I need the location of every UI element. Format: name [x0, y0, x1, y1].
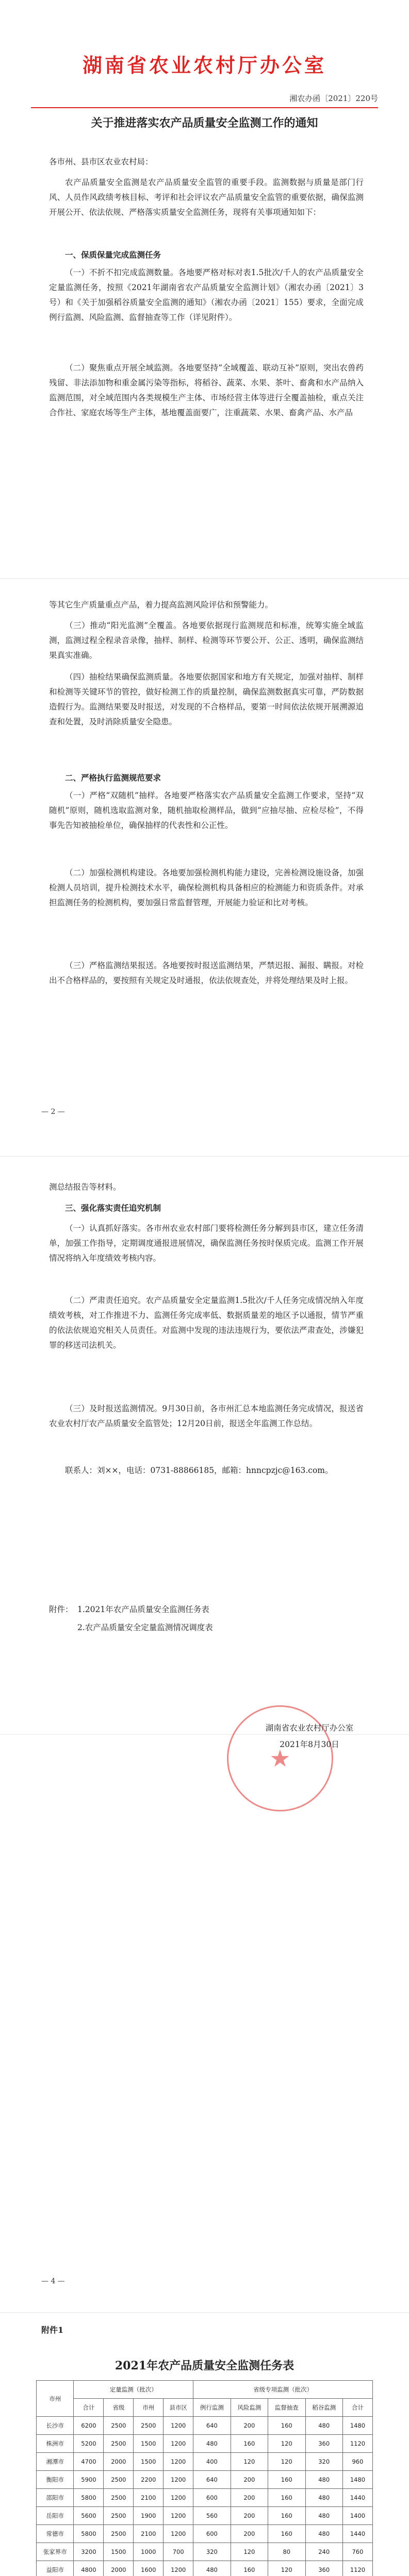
- value-cell: 1200: [163, 2525, 193, 2543]
- table-row: [37, 2543, 373, 2561]
- value-cell: 480: [305, 2471, 342, 2489]
- value-cell: 120: [231, 2453, 268, 2471]
- red-rule: [31, 107, 378, 108]
- paragraph: （一）不折不扣完成监测数量。各地要严格对标对表1.5批次/千人的农产品质量安全定量监测任务，按照《2021年湖南省农产品质量安全监测计划》（湘农办函〔2021〕3号）和《关于加强稻谷质量安全监测的通知》（湘农办函〔2021〕155）要求，全面完成例行监测、风险监测、监督抽查等工作（详见附件）。: [49, 268, 364, 322]
- value-cell: 2100: [134, 2525, 163, 2543]
- value-cell: 160: [268, 2417, 305, 2435]
- value-cell: 760: [342, 2543, 372, 2561]
- value-cell: 5800: [74, 2489, 104, 2507]
- table-row: [37, 2489, 373, 2507]
- table-row: [37, 2561, 373, 2576]
- value-cell: 4800: [74, 2561, 104, 2576]
- value-cell: 200: [231, 2525, 268, 2543]
- value-cell: 1600: [134, 2561, 163, 2576]
- value-cell: 480: [193, 2435, 231, 2453]
- value-cell: 640: [193, 2471, 231, 2489]
- value-cell: 1200: [163, 2471, 193, 2489]
- value-cell: 560: [193, 2507, 231, 2525]
- value-cell: 1200: [163, 2435, 193, 2453]
- value-cell: 1480: [342, 2471, 372, 2489]
- region-cell: 株洲市: [37, 2435, 74, 2453]
- table-row: [37, 2435, 373, 2453]
- value-cell: 960: [342, 2453, 372, 2471]
- value-cell: 480: [305, 2507, 342, 2525]
- value-cell: 400: [193, 2453, 231, 2471]
- value-cell: 1500: [134, 2453, 163, 2471]
- value-cell: 3200: [74, 2543, 104, 2561]
- value-cell: 1480: [342, 2417, 372, 2435]
- col-subheader: 风险监测: [231, 2399, 268, 2417]
- col-subheader: 合计: [342, 2399, 372, 2417]
- value-cell: 1120: [342, 2435, 372, 2453]
- region-cell: 长沙市: [37, 2417, 74, 2435]
- col-subheader: 合计: [74, 2399, 104, 2417]
- region-cell: 岳阳市: [37, 2507, 74, 2525]
- value-cell: 160: [268, 2525, 305, 2543]
- page-number: — 4 —: [41, 2277, 65, 2285]
- paragraph: （三）严格监测结果报送。各地要按时报送监测结果，严禁迟报、漏报、瞒报。对检出不合格样品的，要按照有关规定及时通报，依法依规查处，并将处理结果及时上报。: [49, 961, 364, 985]
- value-cell: 2100: [134, 2489, 163, 2507]
- value-cell: 1200: [163, 2453, 193, 2471]
- value-cell: 2500: [104, 2417, 134, 2435]
- value-cell: 2500: [104, 2489, 134, 2507]
- table-row: [37, 2417, 373, 2435]
- value-cell: 360: [305, 2435, 342, 2453]
- value-cell: 2200: [134, 2471, 163, 2489]
- paragraph: （三）及时报送监测情况。9月30日前，各市州汇总本地监测任务完成情况，报送省农业农村厅农产品质量安全监管处；12月20日前，报送全年监测工作总结。: [49, 1404, 364, 1428]
- masthead: 湖南省农业农村厅办公室: [82, 54, 326, 77]
- paragraph: （四）抽检结果确保监测质量。各地要依据国家和地方有关规定，加强对抽样、制样和检测等关键环节的管控，做好检测工作的质量控制，确保监测数据真实可靠，严防数据造假行为。监测结果要及时报送，对发现的不合格样品，要第一时间依法依规开展溯源追查和处置，及时消除质量安全隐患。: [49, 672, 364, 726]
- col-header-region: 市州: [37, 2381, 74, 2417]
- contact-line: 联系人：刘××，电话：0731-88866185，邮箱：hnncpzjc@163.com。: [65, 1466, 333, 1475]
- value-cell: 2500: [134, 2417, 163, 2435]
- page-separator: [0, 2312, 409, 2313]
- page-number: — 2 —: [41, 1108, 65, 1116]
- attachment-header: 附件1: [41, 2325, 64, 2335]
- col-subheader: 省级: [104, 2399, 134, 2417]
- doc-title: 关于推进落实农产品质量安全监测工作的通知: [91, 116, 318, 130]
- value-cell: 1200: [163, 2561, 193, 2576]
- value-cell: 320: [193, 2543, 231, 2561]
- col-header-quant: 定量监测（批次）: [74, 2381, 193, 2399]
- region-cell: 邵阳市: [37, 2489, 74, 2507]
- value-cell: 1120: [342, 2561, 372, 2576]
- value-cell: 80: [268, 2543, 305, 2561]
- region-cell: 张家界市: [37, 2543, 74, 2561]
- value-cell: 200: [231, 2507, 268, 2525]
- value-cell: 1440: [342, 2489, 372, 2507]
- value-cell: 120: [268, 2561, 305, 2576]
- value-cell: 320: [305, 2453, 342, 2471]
- paragraph: （一）严格“双随机”抽样。各地要严格落实农产品质量安全监测工作要求，坚持“双随机”原则，随机选取监测对象，随机抽取检测样品，做到“应抽尽抽、应检尽检”，不得事先告知被抽检单位，确保抽样的代表性和公正性。: [49, 791, 364, 830]
- value-cell: 160: [231, 2435, 268, 2453]
- value-cell: 1900: [134, 2507, 163, 2525]
- attachment-item: 2.农产品质量安全定量监测情况调度表: [77, 1623, 213, 1632]
- value-cell: 2500: [104, 2471, 134, 2489]
- value-cell: 160: [268, 2471, 305, 2489]
- col-subheader: 监督抽查: [268, 2399, 305, 2417]
- table-row: [37, 2525, 373, 2543]
- value-cell: 120: [231, 2543, 268, 2561]
- attachment-item: 1.2021年农产品质量安全监测任务表: [77, 1605, 209, 1614]
- value-cell: 480: [305, 2525, 342, 2543]
- paragraph: （二）严肃责任追究。农产品质量安全定量监测1.5批次/千人任务完成情况纳入年度绩效考核，对工作推进不力、监测任务完成率低、数据质量差的地区予以通报，情节严重的依法依规追究相关人员责任。对监测中发现的违法违规行为，要依法严肃查处，涉嫌犯罪的移送司法机关。: [49, 1296, 364, 1350]
- section-heading: 三、强化落实责任追究机制: [65, 1203, 161, 1213]
- page-separator: [0, 578, 409, 579]
- value-cell: 240: [305, 2543, 342, 2561]
- paragraph: （一）认真抓好落实。各市州农业农村部门要将检测任务分解到县市区，建立任务清单，加强工作指导，定期调度通报进展情况，确保监测任务按时保质完成。监测工作开展情况将纳入年度绩效考核内容。: [49, 1224, 364, 1263]
- value-cell: 1000: [134, 2543, 163, 2561]
- monitoring-table: [36, 2380, 373, 2576]
- value-cell: 5800: [74, 2525, 104, 2543]
- value-cell: 4700: [74, 2453, 104, 2471]
- table-body: [37, 2417, 373, 2576]
- value-cell: 5900: [74, 2471, 104, 2489]
- value-cell: 1200: [163, 2489, 193, 2507]
- value-cell: 480: [305, 2489, 342, 2507]
- table-row: [37, 2453, 373, 2471]
- signature-date: 2021年8月30日: [280, 1740, 339, 1749]
- page-separator: [0, 1156, 409, 1157]
- paragraph: 测总结报告等材料。: [49, 1182, 121, 1192]
- value-cell: 200: [231, 2489, 268, 2507]
- value-cell: 160: [231, 2561, 268, 2576]
- attachments-label: 附件：: [49, 1605, 73, 1614]
- value-cell: 200: [231, 2471, 268, 2489]
- region-cell: 常德市: [37, 2525, 74, 2543]
- col-subheader: 市州: [134, 2399, 163, 2417]
- value-cell: 160: [268, 2507, 305, 2525]
- value-cell: 600: [193, 2525, 231, 2543]
- value-cell: 5600: [74, 2507, 104, 2525]
- value-cell: 2500: [104, 2507, 134, 2525]
- value-cell: 200: [231, 2417, 268, 2435]
- value-cell: 1200: [163, 2417, 193, 2435]
- region-cell: 湘潭市: [37, 2453, 74, 2471]
- paragraph: （三）推动“阳光监测”全覆盖。各地要依据现行监测规范和标准，统筹实施全域监测，监测过程全程录音录像，抽样、制样、检测等环节要公开、公正、透明，确保监测结果真实准确。: [49, 621, 364, 660]
- value-cell: 2500: [104, 2525, 134, 2543]
- value-cell: 6200: [74, 2417, 104, 2435]
- value-cell: 640: [193, 2417, 231, 2435]
- doc-number: 湘农办函〔2021〕220号: [289, 94, 378, 103]
- value-cell: 120: [268, 2453, 305, 2471]
- table-row: [37, 2471, 373, 2489]
- region-cell: 益阳市: [37, 2561, 74, 2576]
- col-subheader: 县市区: [163, 2399, 193, 2417]
- value-cell: 1500: [104, 2543, 134, 2561]
- value-cell: 1500: [134, 2435, 163, 2453]
- value-cell: 600: [193, 2489, 231, 2507]
- value-cell: 480: [305, 2417, 342, 2435]
- section-heading: 一、保质保量完成监测任务: [65, 250, 161, 260]
- paragraph: 农产品质量安全监测是农产品质量安全监管的重要手段。监测数据与质量是部门行风、人员作风政绩考核目标、考评和社会评议农产品质量安全监管的重要依据，确保监测开展公开、依法依规、严格落实质量安全监测任务，现将有关事项通知如下：: [49, 178, 364, 217]
- value-cell: 5200: [74, 2435, 104, 2453]
- paragraph: （二）加强检测机构建设。各地要加强检测机构能力建设，完善检测设施设备，加强检测人员培训，提升检测技术水平，确保检测机构具备相应的检测能力和资质条件。对承担监测任务的检测机构，要加强日常监督管理，开展能力验证和比对考核。: [49, 868, 364, 907]
- value-cell: 700: [163, 2543, 193, 2561]
- value-cell: 2000: [104, 2561, 134, 2576]
- salutation: 各市州、县市区农业农村局：: [49, 157, 153, 166]
- region-cell: 衡阳市: [37, 2471, 74, 2489]
- value-cell: 1400: [342, 2507, 372, 2525]
- table-row: [37, 2507, 373, 2525]
- value-cell: 2500: [104, 2435, 134, 2453]
- signature-org: 湖南省农业农村厅办公室: [265, 1723, 354, 1733]
- col-subheader: 例行监测: [193, 2399, 231, 2417]
- paragraph: （二）聚焦重点开展全域监测。各地要坚持“全域覆盖、联动互补”原则，突出农兽药残留、非法添加物和重金属污染等指标，将稻谷、蔬菜、水果、茶叶、畜禽和水产品纳入监测范围，对全域范围内各类规模生产主体、市场经营主体等进行全覆盖抽检，重点关注合作社、家庭农场等生产主体，基地覆盖面要广，注重蔬菜、水果、畜禽产品、水产品: [49, 363, 364, 417]
- value-cell: 360: [305, 2561, 342, 2576]
- value-cell: 2000: [104, 2453, 134, 2471]
- value-cell: 1440: [342, 2525, 372, 2543]
- value-cell: 1200: [163, 2507, 193, 2525]
- value-cell: 120: [268, 2435, 305, 2453]
- value-cell: 480: [193, 2561, 231, 2576]
- col-header-prov: 省级专项监测（批次）: [193, 2381, 373, 2399]
- table-title: 2021年农产品质量安全监测任务表: [114, 2359, 295, 2372]
- value-cell: 160: [268, 2489, 305, 2507]
- official-seal: ★: [227, 1705, 333, 1811]
- col-subheader: 稻谷监测: [305, 2399, 342, 2417]
- paragraph: 等其它生产质量重点产品，着力提高监测风险评估和预警能力。: [49, 600, 273, 609]
- section-heading: 二、严格执行监测规范要求: [65, 773, 161, 783]
